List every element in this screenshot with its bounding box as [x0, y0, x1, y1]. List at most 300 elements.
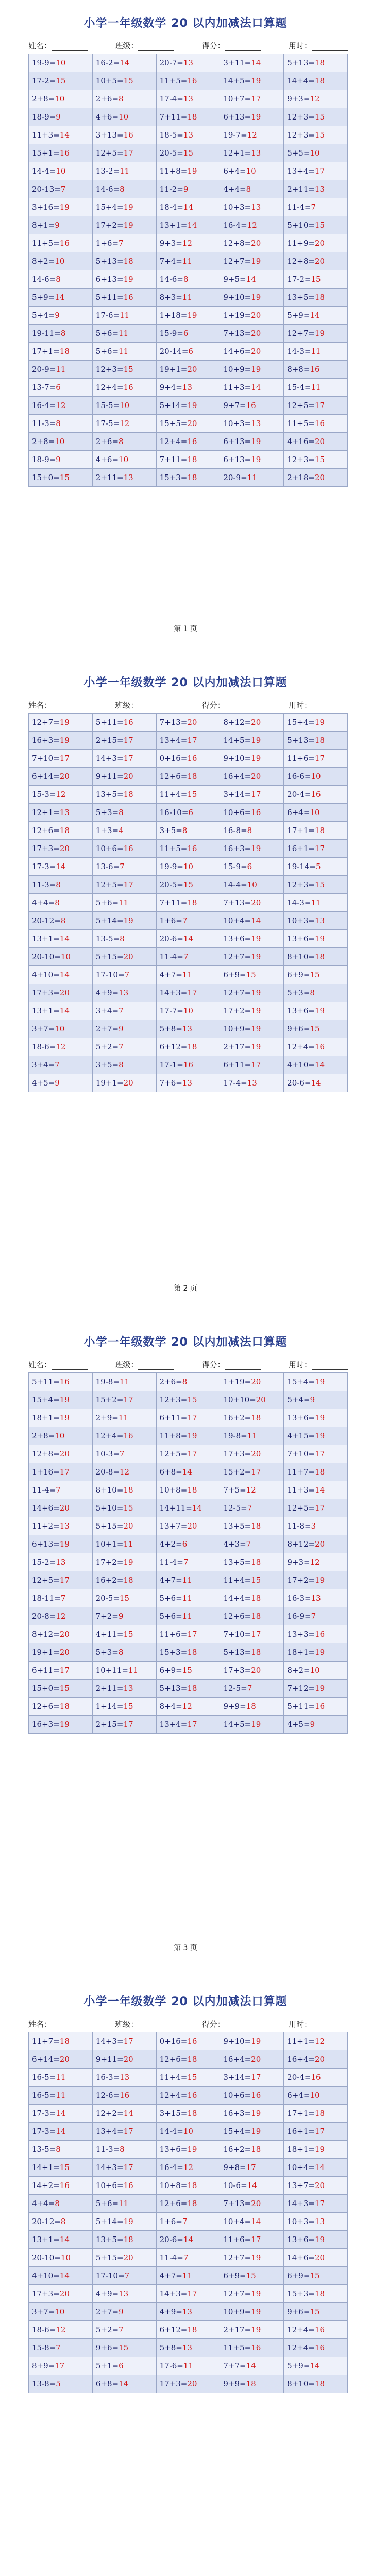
answer-text: 14	[314, 2163, 325, 2172]
exercise-cell	[284, 234, 348, 252]
question-text: 15+3=	[287, 2289, 315, 2298]
question-text: 4+10=	[287, 1060, 315, 1070]
answer-text: 16	[59, 239, 70, 248]
exercise-cell	[156, 1427, 220, 1445]
question-text: 19-11=	[32, 329, 61, 338]
exercise-cell	[220, 1463, 284, 1481]
answer-text: 16	[314, 1042, 325, 1052]
exercise-cell	[92, 2357, 156, 2375]
exercise-cell	[92, 1716, 156, 1734]
exercise-cell	[284, 180, 348, 198]
question-text: 3+16=	[32, 202, 60, 212]
answer-text: 11	[182, 2271, 192, 2280]
exercise-cell	[220, 1535, 284, 1553]
question-text: 12-6=	[95, 2091, 120, 2100]
question-text: 11+8=	[159, 1431, 188, 1440]
question-text: 10+3=	[223, 202, 251, 212]
answer-text: 16	[123, 718, 133, 727]
question-text: 17+3=	[159, 2379, 188, 2388]
answer-text: 12	[314, 2037, 325, 2046]
exercise-cell	[92, 2249, 156, 2267]
exercise-cell	[284, 2321, 348, 2339]
question-text: 16-5=	[32, 2073, 56, 2082]
question-text: 12+7=	[223, 988, 251, 997]
info-field-time	[289, 2019, 348, 2029]
question-text: 3+11=	[223, 58, 251, 67]
exercise-cell	[156, 126, 220, 144]
exercise-cell	[284, 415, 348, 433]
question-text: 12+5=	[159, 1449, 188, 1459]
exercise-cell	[220, 1716, 284, 1734]
info-blank-class	[138, 43, 174, 51]
exercise-cell	[284, 840, 348, 858]
answer-text: 14	[119, 2379, 129, 2388]
exercise-cell	[220, 433, 284, 451]
answer-text: 15	[123, 1503, 133, 1513]
exercise-cell	[29, 234, 93, 252]
answer-text: 9	[183, 184, 189, 194]
table-row	[29, 2069, 348, 2087]
question-text: 18+1=	[287, 1648, 315, 1657]
exercise-cell	[284, 1535, 348, 1553]
table-row	[29, 1535, 348, 1553]
question-text: 2+7=	[95, 1024, 119, 1033]
question-text: 4+7=	[159, 970, 182, 979]
question-text: 9+11=	[95, 772, 124, 781]
answer-text: 16	[123, 293, 133, 302]
question-text: 3+4=	[95, 1006, 119, 1015]
answer-text: 10	[247, 880, 257, 889]
question-text: 7+12=	[287, 1684, 315, 1693]
exercise-cell	[220, 786, 284, 804]
exercise-cell	[220, 1571, 284, 1589]
table-row	[29, 732, 348, 750]
exercise-cell	[29, 2267, 93, 2285]
exercise-cell	[29, 2087, 93, 2105]
answer-text: 10	[55, 94, 65, 104]
answer-text: 15	[119, 2343, 129, 2352]
question-text: 6+4=	[287, 808, 310, 817]
exercise-cell	[156, 912, 220, 930]
exercise-cell	[29, 1517, 93, 1535]
question-text: 16-9=	[287, 1612, 311, 1621]
question-text: 16-5=	[32, 2091, 56, 2100]
exercise-cell	[156, 1680, 220, 1698]
table-row	[29, 1499, 348, 1517]
info-label-time: 用时：	[288, 2020, 312, 2029]
answer-text: 20	[251, 347, 261, 356]
table-row	[29, 2375, 348, 2393]
answer-text: 8	[56, 275, 61, 284]
exercise-cell	[92, 2321, 156, 2339]
question-text: 12+8=	[287, 257, 315, 266]
question-text: 2+18=	[287, 473, 315, 482]
exercise-cell	[284, 108, 348, 126]
question-text: 7+7=	[223, 2361, 246, 2370]
answer-text: 14	[251, 58, 261, 67]
answer-text: 14	[59, 2235, 70, 2244]
answer-text: 6	[119, 2361, 124, 2370]
question-text: 16+3=	[32, 1720, 60, 1729]
info-blank-name	[52, 2022, 88, 2029]
info-blank-time	[312, 1362, 348, 1370]
answer-text: 13	[183, 94, 193, 104]
exercise-cell	[284, 2285, 348, 2303]
question-text: 12+5=	[287, 401, 315, 410]
exercise-cell	[156, 1002, 220, 1020]
question-text: 9+9=	[223, 1702, 246, 1711]
exercise-cell	[156, 1607, 220, 1625]
exercise-cell	[29, 2213, 93, 2231]
answer-text: 7	[247, 1503, 252, 1513]
table-row	[29, 126, 348, 144]
answer-text: 16	[314, 2325, 325, 2334]
question-text: 13+4=	[159, 736, 188, 745]
answer-text: 9	[55, 1078, 60, 1088]
question-text: 17+1=	[287, 826, 315, 835]
exercise-cell	[29, 2141, 93, 2159]
question-text: 5+14=	[95, 916, 124, 925]
answer-text: 8	[183, 275, 189, 284]
exercise-cell	[284, 876, 348, 894]
answer-text: 20	[314, 2181, 325, 2190]
exercise-cell	[284, 2177, 348, 2195]
exercise-cell	[92, 786, 156, 804]
exercise-cell	[156, 397, 220, 415]
answer-text: 17	[251, 790, 261, 799]
answer-text: 11	[128, 1666, 139, 1675]
exercise-cell	[284, 433, 348, 451]
table-row	[29, 343, 348, 361]
table-row	[29, 1553, 348, 1571]
answer-text: 20	[256, 1395, 266, 1404]
exercise-cell	[220, 912, 284, 930]
page-number: 第 1 页	[174, 625, 197, 633]
exercise-cell	[156, 2069, 220, 2087]
question-text: 13-5=	[32, 2145, 56, 2154]
answer-text: 19	[187, 311, 197, 320]
question-text: 4+6=	[95, 455, 119, 464]
exercise-cell	[29, 1571, 93, 1589]
answer-text: 8	[118, 1648, 124, 1657]
exercise-cell	[284, 2141, 348, 2159]
answer-text: 9	[55, 311, 60, 320]
exercise-cell	[92, 840, 156, 858]
answer-text: 7	[119, 1449, 125, 1459]
answer-text: 19	[314, 934, 325, 943]
answer-text: 7	[120, 862, 125, 871]
answer-text: 18	[246, 1702, 256, 1711]
exercise-cell	[284, 1391, 348, 1409]
answer-text: 9	[55, 221, 60, 230]
question-text: 3+5=	[95, 1060, 119, 1070]
question-text: 6+8=	[159, 1467, 182, 1477]
question-text: 4+9=	[95, 988, 119, 997]
answer-text: 10	[183, 862, 193, 871]
question-text: 13+6=	[223, 934, 251, 943]
question-text: 11+4=	[223, 1575, 251, 1585]
table-row	[29, 1445, 348, 1463]
answer-text: 18	[187, 2109, 197, 2118]
question-text: 15-2=	[32, 1557, 56, 1567]
answer-text: 12	[247, 130, 257, 140]
question-text: 10+6=	[223, 2091, 251, 2100]
question-text: 11-4=	[159, 2253, 183, 2262]
table-row	[29, 930, 348, 948]
table-row	[29, 2195, 348, 2213]
exercise-cell	[156, 2087, 220, 2105]
question-text: 8+2=	[287, 1666, 310, 1675]
answer-text: 18	[314, 2379, 325, 2388]
answer-text: 18	[314, 2109, 325, 2118]
exercise-cell	[92, 2267, 156, 2285]
question-text: 11-4=	[32, 1485, 56, 1495]
question-text: 4+7=	[159, 2271, 182, 2280]
exercise-cell	[220, 180, 284, 198]
answer-text: 12	[183, 2163, 193, 2172]
question-text: 18-11=	[32, 1594, 61, 1603]
exercise-cell	[156, 1391, 220, 1409]
table-row	[29, 1409, 348, 1427]
exercise-cell	[284, 469, 348, 487]
answer-text: 18	[187, 2325, 197, 2334]
exercise-cell	[29, 858, 93, 876]
exercise-cell	[156, 2105, 220, 2123]
question-text: 12+5=	[32, 1575, 60, 1585]
exercise-cell	[92, 1463, 156, 1481]
question-text: 8+12=	[223, 718, 251, 727]
exercise-cell	[156, 2050, 220, 2069]
exercise-cell	[29, 714, 93, 732]
question-text: 9+9=	[223, 2379, 246, 2388]
answer-text: 20	[251, 898, 261, 907]
exercise-cell	[92, 361, 156, 379]
exercise-cell	[29, 1409, 93, 1427]
answer-text: 18	[59, 347, 70, 356]
exercise-cell	[29, 2105, 93, 2123]
question-text: 4+10=	[32, 2271, 60, 2280]
question-text: 3+4=	[32, 1060, 55, 1070]
answer-text: 19	[59, 1539, 70, 1549]
exercise-cell	[284, 1056, 348, 1074]
question-text: 16+3=	[223, 2109, 251, 2118]
exercise-cell	[92, 2032, 156, 2050]
exercise-cell	[92, 1571, 156, 1589]
exercise-cell	[92, 966, 156, 984]
answer-text: 17	[246, 2163, 256, 2172]
answer-text: 14	[59, 130, 70, 140]
question-text: 10-6=	[223, 2181, 247, 2190]
exercise-cell	[284, 912, 348, 930]
question-text: 5+3=	[95, 808, 119, 817]
answer-text: 18	[251, 1521, 261, 1531]
student-info-row	[28, 2019, 348, 2029]
answer-text: 19	[315, 1648, 325, 1657]
question-text: 12+5=	[95, 148, 124, 158]
exercise-cell	[29, 750, 93, 768]
answer-text: 18	[315, 1467, 325, 1477]
answer-text: 19	[251, 2289, 261, 2298]
question-text: 15-9=	[223, 862, 247, 871]
exercise-cell	[156, 361, 220, 379]
answer-text: 17	[187, 2289, 197, 2298]
question-text: 17-10=	[95, 970, 125, 979]
exercise-cell	[220, 1002, 284, 1020]
answer-text: 15	[187, 790, 197, 799]
exercise-cell	[156, 714, 220, 732]
question-text: 12+7=	[223, 952, 251, 961]
question-text: 5+6=	[95, 898, 119, 907]
question-text: 19-14=	[287, 862, 316, 871]
question-text: 10-3=	[95, 1449, 120, 1459]
exercise-cell	[29, 822, 93, 840]
exercise-cell	[29, 912, 93, 930]
answer-text: 13	[182, 1078, 192, 1088]
question-text: 15-5=	[95, 401, 120, 410]
answer-text: 17	[123, 2127, 133, 2136]
exercise-cell	[29, 1463, 93, 1481]
exercise-cell	[220, 1409, 284, 1427]
table-row	[29, 1589, 348, 1607]
table-row	[29, 108, 348, 126]
question-text: 0+16=	[159, 2037, 188, 2046]
answer-text: 18	[59, 1702, 70, 1711]
question-text: 8+10=	[287, 2379, 315, 2388]
exercise-cell	[29, 126, 93, 144]
answer-text: 19	[251, 2307, 261, 2316]
answer-text: 8	[247, 826, 252, 835]
question-text: 12+6=	[32, 1702, 60, 1711]
answer-text: 20	[59, 2289, 70, 2298]
question-text: 18-9=	[32, 112, 56, 122]
exercise-cell	[29, 270, 93, 289]
info-field-score	[202, 700, 261, 710]
exercise-cell	[92, 1002, 156, 1020]
table-row	[29, 1662, 348, 1680]
question-text: 2+6=	[95, 94, 119, 104]
answer-text: 19	[251, 754, 261, 763]
answer-text: 10	[310, 1666, 320, 1675]
exercise-cell	[220, 2105, 284, 2123]
exercise-cell	[92, 325, 156, 343]
exercise-cell	[220, 2213, 284, 2231]
question-text: 13-8=	[32, 2379, 56, 2388]
question-text: 14+6=	[287, 2253, 315, 2262]
exercise-cell	[29, 2375, 93, 2393]
question-text: 4+16=	[287, 437, 315, 446]
exercise-cell	[284, 90, 348, 108]
exercise-cell	[92, 1074, 156, 1092]
table-row	[29, 1056, 348, 1074]
exercise-cell	[220, 2177, 284, 2195]
answer-text: 20	[251, 1666, 261, 1675]
exercise-cell	[220, 1643, 284, 1662]
answer-text: 13	[123, 473, 133, 482]
exercise-cell	[220, 1481, 284, 1499]
answer-text: 12	[246, 1485, 256, 1495]
question-text: 5+6=	[95, 329, 119, 338]
answer-text: 17	[123, 2163, 133, 2172]
answer-text: 15	[310, 970, 320, 979]
answer-text: 10	[246, 166, 256, 176]
answer-text: 14	[311, 1078, 321, 1088]
answer-text: 12	[310, 1557, 320, 1567]
question-text: 2+8=	[32, 1431, 55, 1440]
exercise-cell	[284, 1481, 348, 1499]
answer-text: 16	[187, 754, 197, 763]
answer-text: 19	[314, 718, 325, 727]
answer-text: 14	[56, 2127, 66, 2136]
question-text: 15+0=	[32, 473, 60, 482]
answer-text: 7	[60, 1594, 66, 1603]
exercise-cell	[156, 1499, 220, 1517]
answer-text: 15	[246, 970, 256, 979]
page-number: 第 2 页	[174, 1284, 197, 1293]
answer-text: 19	[251, 2037, 261, 2046]
answer-text: 20	[123, 2055, 133, 2064]
question-text: 11-3=	[32, 880, 56, 889]
exercise-cell	[29, 2357, 93, 2375]
info-blank-name	[52, 1362, 88, 1370]
exercise-cell	[92, 1698, 156, 1716]
exercise-cell	[284, 1038, 348, 1056]
answer-text: 15	[183, 880, 193, 889]
exercise-cell	[156, 289, 220, 307]
exercise-cell	[284, 1680, 348, 1698]
answer-text: 17	[187, 1449, 197, 1459]
answer-text: 9	[119, 1024, 124, 1033]
answer-text: 6	[247, 862, 252, 871]
page-title: 小学一年级数学 20 以内加减法口算题	[83, 17, 288, 30]
question-text: 13+5=	[95, 2235, 124, 2244]
table-row	[29, 1391, 348, 1409]
answer-text: 18	[251, 1557, 261, 1567]
exercise-cell	[220, 2050, 284, 2069]
question-text: 16-10=	[159, 808, 189, 817]
exercise-cell	[156, 2213, 220, 2231]
question-text: 12-5=	[223, 1503, 247, 1513]
question-text: 14+6=	[32, 1503, 60, 1513]
question-text: 8+12=	[32, 1630, 60, 1639]
answer-text: 8	[60, 916, 66, 925]
info-field-name	[28, 1359, 88, 1370]
answer-text: 14	[314, 1060, 325, 1070]
answer-text: 14	[310, 2361, 320, 2370]
exercise-cell	[92, 1038, 156, 1056]
exercise-cell	[220, 2032, 284, 2050]
question-text: 5+8=	[159, 2343, 182, 2352]
exercise-cell	[220, 270, 284, 289]
question-text: 7+5=	[223, 1485, 246, 1495]
exercise-cell	[92, 714, 156, 732]
exercise-cell	[29, 1427, 93, 1445]
exercise-cell	[156, 1589, 220, 1607]
exercise-cell	[156, 858, 220, 876]
answer-text: 15	[311, 275, 321, 284]
info-blank-class	[138, 703, 174, 710]
answer-text: 7	[55, 1060, 60, 1070]
exercise-cell	[29, 144, 93, 162]
exercise-cell	[220, 2375, 284, 2393]
answer-text: 19	[59, 736, 70, 745]
exercise-cell	[92, 2231, 156, 2249]
question-text: 14-3=	[287, 347, 311, 356]
question-text: 16-2=	[95, 58, 120, 67]
answer-text: 19	[59, 1413, 70, 1422]
question-text: 20-10=	[32, 952, 61, 961]
answer-text: 20	[314, 437, 325, 446]
answer-text: 15	[187, 2073, 197, 2082]
